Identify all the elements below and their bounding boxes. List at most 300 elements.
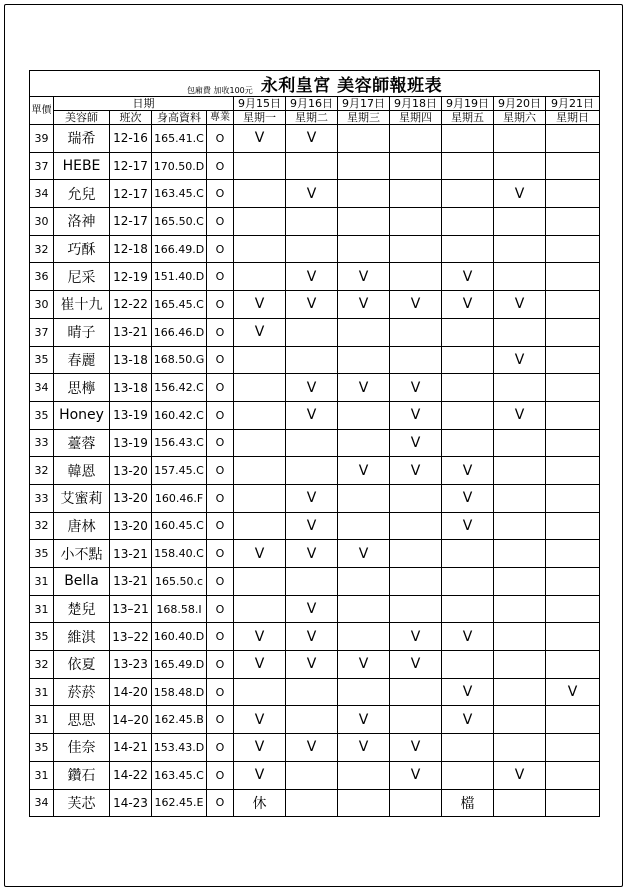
cell-price: 39 [30,125,54,153]
cell-day: V [390,374,442,402]
header-date: 9月17日 [338,97,390,111]
table-row [30,291,600,319]
header-date: 9月20日 [494,97,546,111]
cell-day [546,623,600,651]
cell-info: 157.45.C [152,457,207,485]
cell-shift: 13-20 [110,484,152,512]
cell-day [338,318,390,346]
cell-price: 32 [30,651,54,679]
cell-day [546,152,600,180]
cell-info: 166.49.D [152,235,207,263]
cell-day: V [338,374,390,402]
cell-info: 160.42.C [152,401,207,429]
header-date: 9月21日 [546,97,600,111]
cell-day [494,789,546,817]
cell-info: 163.45.C [152,761,207,789]
cell-info: 163.45.C [152,180,207,208]
cell-shift: 13-21 [110,568,152,596]
cell-day [286,346,338,374]
table-row [30,761,600,789]
cell-day [234,208,286,236]
header-row-dates [30,97,600,111]
cell-name: Honey [54,401,110,429]
cell-info: 160.40.D [152,623,207,651]
cell-day: V [286,125,338,153]
cell-info: 162.45.B [152,706,207,734]
cell-day [390,208,442,236]
cell-day: V [234,125,286,153]
cell-day: V [442,678,494,706]
table-row [30,706,600,734]
cell-day [286,568,338,596]
cell-shift: 13-18 [110,374,152,402]
cell-shift: 13–22 [110,623,152,651]
header-weekday: 星期四 [390,111,442,125]
header-date: 9月16日 [286,97,338,111]
cell-shift: 13-23 [110,651,152,679]
cell-name: 維淇 [54,623,110,651]
cell-day: V [442,512,494,540]
cell-shift: 12-17 [110,208,152,236]
cell-shift: 13-19 [110,429,152,457]
table-row [30,374,600,402]
cell-day [546,512,600,540]
cell-shift: 13-20 [110,512,152,540]
cell-day [494,125,546,153]
cell-name: 薹蓉 [54,429,110,457]
cell-day [234,568,286,596]
cell-day: V [234,734,286,762]
table-row [30,429,600,457]
cell-day [390,125,442,153]
cell-day [390,568,442,596]
cell-name: 巧酥 [54,235,110,263]
cell-day: V [286,540,338,568]
cell-day: V [390,734,442,762]
cell-day: V [286,512,338,540]
cell-day [494,318,546,346]
cell-name: 芙芯 [54,789,110,817]
cell-day: V [234,651,286,679]
cell-day [234,484,286,512]
cell-day [494,152,546,180]
cell-info: 168.50.G [152,346,207,374]
cell-day [494,706,546,734]
cell-day: V [286,374,338,402]
cell-day [286,318,338,346]
cell-spec: O [207,401,234,429]
cell-shift: 12-16 [110,125,152,153]
cell-name: 晴子 [54,318,110,346]
cell-day: V [286,651,338,679]
cell-day: V [442,263,494,291]
table-row [30,263,600,291]
cell-shift: 13-19 [110,401,152,429]
cell-day [442,540,494,568]
table-row [30,568,600,596]
header-weekday: 星期六 [494,111,546,125]
cell-day [546,484,600,512]
cell-day [390,789,442,817]
cell-shift: 12-17 [110,180,152,208]
cell-day [338,512,390,540]
cell-day [234,180,286,208]
header-info: 身高資料 [152,111,207,125]
cell-day [494,457,546,485]
cell-price: 37 [30,152,54,180]
cell-spec: O [207,180,234,208]
header-weekday: 星期二 [286,111,338,125]
title-row [30,71,600,97]
cell-info: 158.40.C [152,540,207,568]
table-row [30,318,600,346]
cell-name: 尼采 [54,263,110,291]
cell-day [546,706,600,734]
table-row [30,401,600,429]
cell-day: V [442,706,494,734]
header-date: 9月19日 [442,97,494,111]
cell-day [338,678,390,706]
cell-day [390,484,442,512]
cell-day [390,595,442,623]
cell-spec: O [207,318,234,346]
cell-day [286,208,338,236]
cell-info: 153.43.D [152,734,207,762]
cell-day [442,152,494,180]
header-date: 9月15日 [234,97,286,111]
cell-day: V [390,401,442,429]
cell-info: 156.43.C [152,429,207,457]
page-title: 永利皇宮 美容師報班表 [260,76,443,96]
cell-day: V [234,291,286,319]
cell-day [286,761,338,789]
title-cell [30,71,600,97]
header-weekday: 星期三 [338,111,390,125]
cell-info: 165.50.c [152,568,207,596]
cell-day [546,235,600,263]
cell-day: V [338,651,390,679]
cell-day: V [546,678,600,706]
cell-spec: O [207,374,234,402]
cell-info: 158.48.D [152,678,207,706]
cell-day [494,263,546,291]
table-row [30,623,600,651]
cell-price: 32 [30,512,54,540]
cell-info: 151.40.D [152,263,207,291]
table-row [30,180,600,208]
cell-day [234,374,286,402]
cell-info: 170.50.D [152,152,207,180]
cell-day: V [390,761,442,789]
header-price: 單價 [30,97,54,125]
cell-name: 韓恩 [54,457,110,485]
cell-day: V [338,263,390,291]
table-row [30,457,600,485]
header-spec: 專業 [207,111,234,125]
header-weekday: 星期日 [546,111,600,125]
cell-day: V [494,401,546,429]
cell-spec: O [207,346,234,374]
cell-day [546,208,600,236]
cell-day [546,291,600,319]
cell-day [338,208,390,236]
cell-day [494,651,546,679]
table-row [30,734,600,762]
cell-spec: O [207,152,234,180]
cell-day: V [338,291,390,319]
cell-day [234,235,286,263]
cell-spec: O [207,595,234,623]
cell-day [442,761,494,789]
cell-day: 檔 [442,789,494,817]
cell-day [286,429,338,457]
cell-spec: O [207,678,234,706]
cell-price: 35 [30,346,54,374]
cell-day [286,457,338,485]
cell-day: V [494,180,546,208]
table-row [30,512,600,540]
cell-price: 31 [30,706,54,734]
cell-day [234,346,286,374]
cell-day [338,761,390,789]
cell-price: 34 [30,789,54,817]
cell-spec: O [207,125,234,153]
cell-day [546,318,600,346]
cell-day [442,429,494,457]
cell-day [286,235,338,263]
subtitle: 包廂費 加收100元 [186,86,253,95]
cell-price: 35 [30,540,54,568]
cell-day [338,152,390,180]
cell-day [390,706,442,734]
cell-day [546,263,600,291]
cell-day [442,235,494,263]
cell-spec: O [207,457,234,485]
cell-day [338,180,390,208]
cell-shift: 12-19 [110,263,152,291]
cell-day: V [234,318,286,346]
cell-shift: 13-20 [110,457,152,485]
cell-day: V [286,623,338,651]
cell-day [442,374,494,402]
cell-day: V [286,484,338,512]
cell-day [338,235,390,263]
cell-day [286,789,338,817]
cell-name: 春麗 [54,346,110,374]
cell-shift: 14-23 [110,789,152,817]
cell-day [442,318,494,346]
cell-shift: 14-20 [110,678,152,706]
cell-price: 35 [30,734,54,762]
cell-price: 34 [30,180,54,208]
cell-day: V [390,429,442,457]
header-weekday: 星期五 [442,111,494,125]
cell-day [494,595,546,623]
cell-day [494,734,546,762]
cell-name: 艾蜜莉 [54,484,110,512]
cell-day [442,651,494,679]
cell-spec: O [207,208,234,236]
table-row [30,484,600,512]
table-row [30,208,600,236]
header-date-label: 日期 [54,97,234,111]
cell-name: 思思 [54,706,110,734]
cell-day [234,512,286,540]
cell-day [546,346,600,374]
cell-spec: O [207,623,234,651]
table-row [30,235,600,263]
cell-shift: 12-18 [110,235,152,263]
table-row [30,125,600,153]
cell-name: 瑞希 [54,125,110,153]
cell-day: V [286,401,338,429]
cell-name: 小不點 [54,540,110,568]
cell-name: Bella [54,568,110,596]
table-row [30,678,600,706]
cell-price: 32 [30,457,54,485]
cell-day [546,789,600,817]
cell-day: V [442,623,494,651]
cell-price: 35 [30,401,54,429]
cell-day [546,761,600,789]
cell-day [494,540,546,568]
cell-info: 168.58.I [152,595,207,623]
cell-name: 鑽石 [54,761,110,789]
cell-day [442,180,494,208]
cell-day [546,651,600,679]
cell-day [442,401,494,429]
cell-price: 30 [30,208,54,236]
cell-day [390,512,442,540]
header-name: 美容師 [54,111,110,125]
cell-day [546,457,600,485]
cell-day: V [442,457,494,485]
cell-price: 34 [30,374,54,402]
cell-spec: O [207,512,234,540]
cell-day [442,346,494,374]
cell-day [286,706,338,734]
cell-day: V [286,734,338,762]
cell-day: V [494,346,546,374]
cell-day [286,152,338,180]
cell-day [442,595,494,623]
cell-shift: 12-22 [110,291,152,319]
cell-spec: O [207,706,234,734]
cell-name: 楚兒 [54,595,110,623]
cell-shift: 13–21 [110,595,152,623]
cell-name: HEBE [54,152,110,180]
cell-info: 166.46.D [152,318,207,346]
cell-day: 休 [234,789,286,817]
table-row [30,540,600,568]
cell-info: 162.45.E [152,789,207,817]
cell-day: V [494,291,546,319]
cell-day [338,595,390,623]
table-row [30,595,600,623]
cell-shift: 14–20 [110,706,152,734]
cell-info: 160.46.F [152,484,207,512]
cell-day: V [286,180,338,208]
cell-day: V [338,457,390,485]
cell-spec: O [207,734,234,762]
cell-spec: O [207,235,234,263]
cell-day [546,374,600,402]
cell-name: 菸菸 [54,678,110,706]
cell-shift: 12-17 [110,152,152,180]
cell-day [494,208,546,236]
cell-shift: 14-22 [110,761,152,789]
cell-info: 165.45.C [152,291,207,319]
cell-day [494,512,546,540]
cell-day: V [234,540,286,568]
cell-day [494,568,546,596]
cell-day [234,401,286,429]
cell-shift: 13-21 [110,540,152,568]
cell-day: V [286,595,338,623]
table-row [30,651,600,679]
cell-day: V [494,761,546,789]
cell-day [390,678,442,706]
cell-spec: O [207,761,234,789]
cell-price: 31 [30,678,54,706]
table-row [30,789,600,817]
cell-day: V [234,623,286,651]
cell-price: 37 [30,318,54,346]
cell-spec: O [207,429,234,457]
cell-name: 允兒 [54,180,110,208]
cell-spec: O [207,540,234,568]
cell-day [338,623,390,651]
cell-day [338,789,390,817]
cell-spec: O [207,263,234,291]
cell-day [234,678,286,706]
cell-day: V [338,540,390,568]
cell-day [546,734,600,762]
cell-day [546,180,600,208]
header-row-labels [30,111,600,125]
cell-price: 31 [30,761,54,789]
cell-day [390,318,442,346]
cell-day [338,484,390,512]
cell-day [338,568,390,596]
cell-day [390,152,442,180]
header-weekday: 星期一 [234,111,286,125]
cell-day [338,401,390,429]
cell-price: 30 [30,291,54,319]
cell-shift: 14-21 [110,734,152,762]
cell-price: 31 [30,568,54,596]
cell-day [390,263,442,291]
table-row [30,346,600,374]
cell-shift: 13-18 [110,346,152,374]
cell-day: V [286,263,338,291]
cell-day [494,429,546,457]
cell-spec: O [207,291,234,319]
cell-price: 33 [30,429,54,457]
cell-price: 31 [30,595,54,623]
cell-day [494,235,546,263]
cell-day [390,540,442,568]
cell-price: 35 [30,623,54,651]
cell-day [442,208,494,236]
cell-day [546,401,600,429]
header-date: 9月18日 [390,97,442,111]
cell-day: V [234,761,286,789]
cell-info: 165.41.C [152,125,207,153]
cell-day [546,568,600,596]
cell-day: V [442,484,494,512]
cell-day [442,734,494,762]
